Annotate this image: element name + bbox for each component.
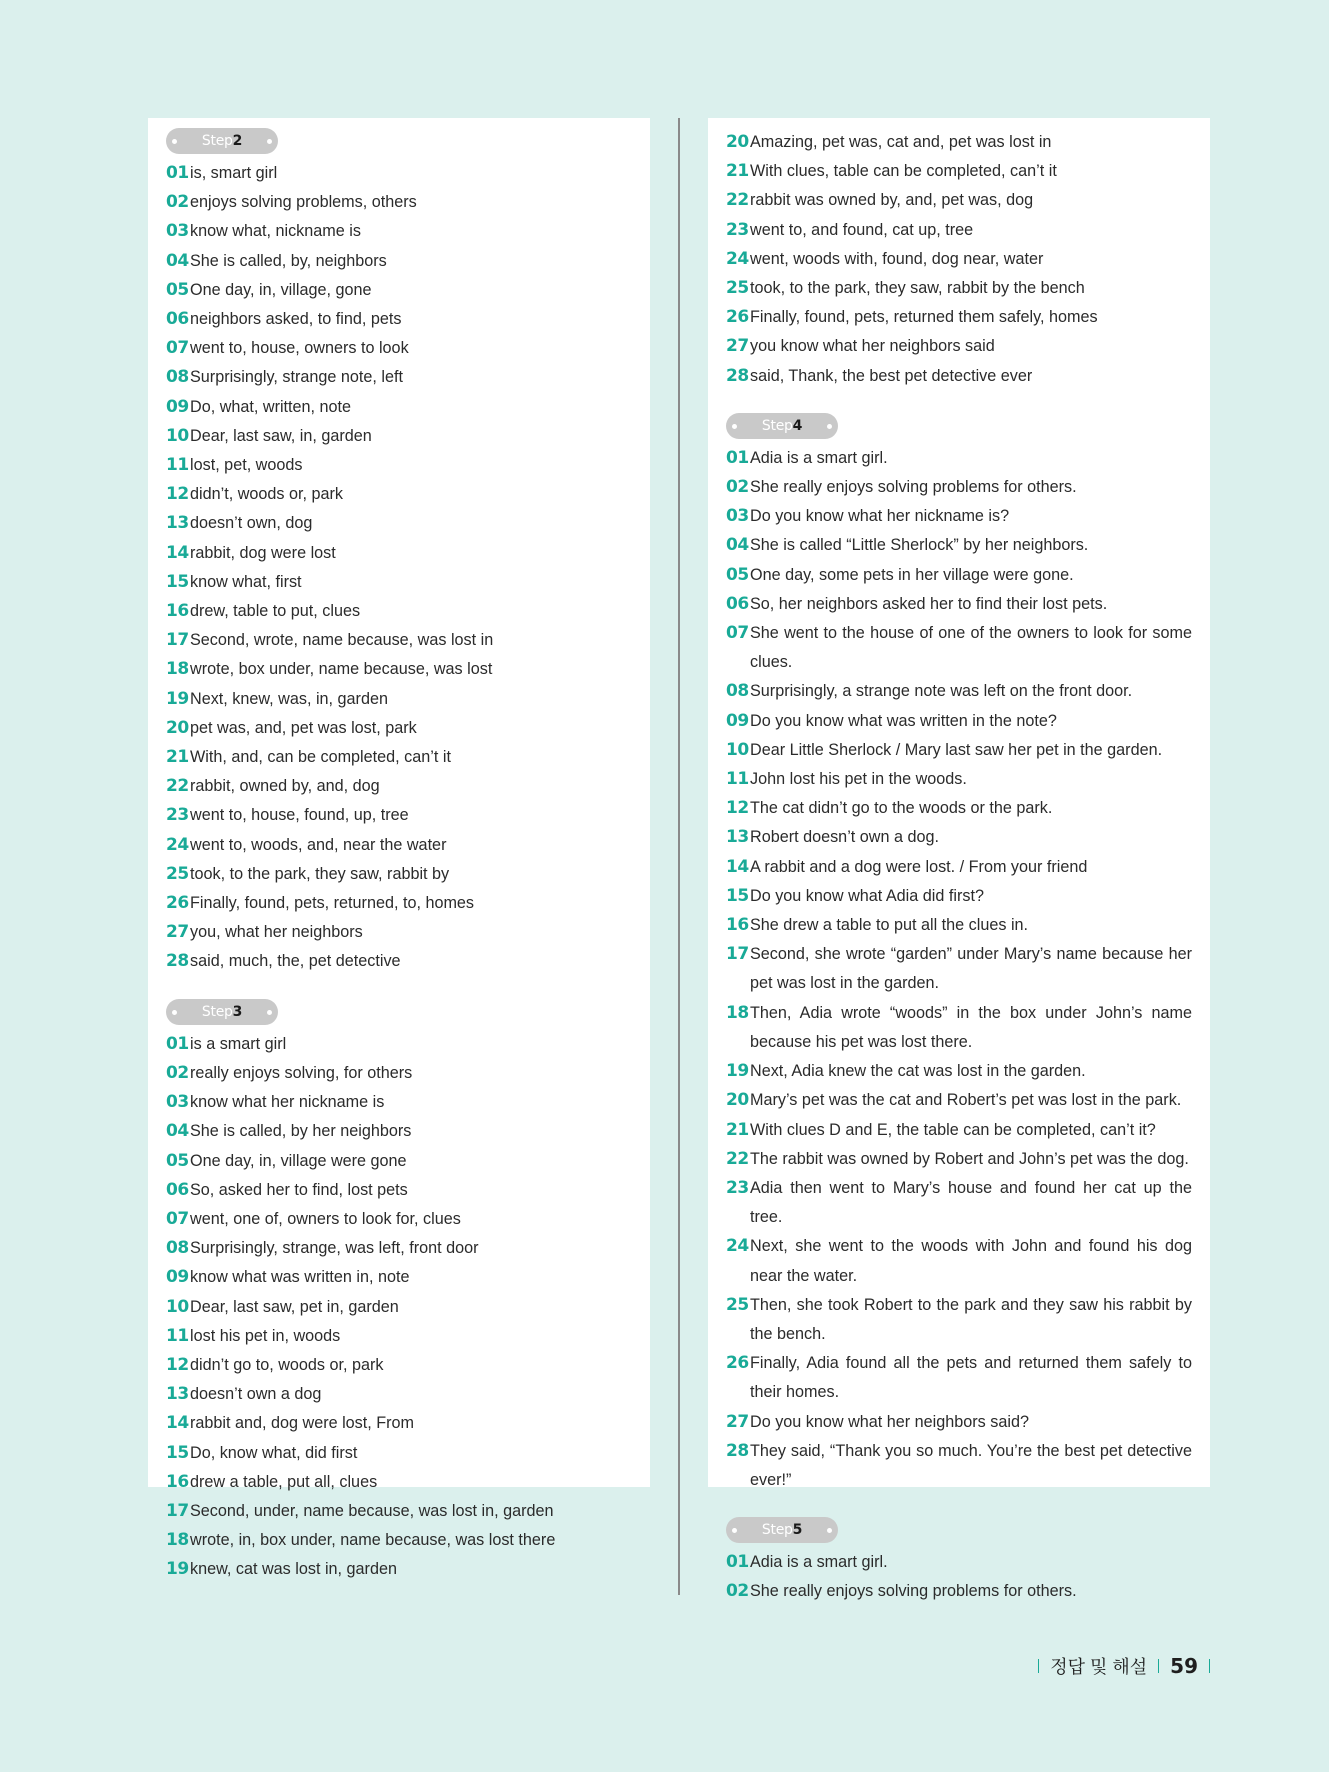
answer-text: Do, know what, did first [190, 1443, 358, 1462]
answer-text: knew, cat was lost in, garden [190, 1560, 397, 1579]
answer-text: The rabbit was owned by Robert and John’s pet was the dog. [750, 1149, 1189, 1168]
answer-number: 04 [166, 250, 189, 271]
answer-item [166, 1468, 632, 1497]
answer-text: Finally, Adia found all the pets and returned them safely to their homes. [750, 1354, 1192, 1402]
answer-text: took, to the park, they saw, rabbit by the bench [750, 279, 1085, 298]
answer-text: said, Thank, the best pet detective ever [750, 366, 1033, 385]
page-footer [1027, 1653, 1221, 1679]
answer-text: wrote, box under, name because, was lost [190, 660, 493, 679]
answer-number: 17 [166, 630, 189, 651]
answer-item [166, 1526, 632, 1555]
step-number: 4 [792, 417, 803, 434]
answer-number: 25 [726, 1294, 749, 1315]
answer-text: One day, in, village were gone [190, 1151, 407, 1170]
answer-item [166, 305, 632, 334]
answer-item [726, 794, 1192, 823]
step-3-badge [166, 999, 278, 1025]
answer-text: Do you know what her neighbors said? [750, 1412, 1029, 1431]
answer-number: 13 [726, 827, 749, 848]
footer-bar-mid [1158, 1659, 1159, 1673]
answer-item [726, 1437, 1192, 1495]
answer-number: 07 [726, 623, 749, 644]
answer-text: Amazing, pet was, cat and, pet was lost in [750, 133, 1052, 151]
answer-text: Do you know what her nickname is? [750, 507, 1010, 526]
answer-item [166, 801, 632, 830]
answer-item [726, 1145, 1192, 1174]
badge-dot [267, 139, 272, 144]
answer-text: know what, nickname is [190, 222, 361, 241]
answer-number: 07 [166, 1208, 189, 1229]
answer-number: 17 [166, 1500, 189, 1521]
answer-number: 05 [166, 1150, 189, 1171]
answer-text: Adia then went to Mary’s house and found her cat up the tree. [750, 1178, 1192, 1227]
answer-number: 10 [166, 1296, 189, 1317]
answer-number: 12 [166, 484, 189, 505]
answer-number: 22 [166, 776, 189, 797]
answer-text: The cat didn’t go to the woods or the park. [750, 799, 1053, 818]
answer-text: you, what her neighbors [190, 923, 363, 942]
answer-number: 21 [726, 161, 749, 182]
answer-item [166, 947, 632, 976]
answer-text: went, one of, owners to look for, clues [190, 1209, 461, 1228]
answer-text: pet was, and, pet was lost, park [190, 718, 417, 737]
answer-text: didn’t go to, woods or, park [190, 1355, 384, 1374]
answer-item [166, 509, 632, 538]
answer-number: 09 [166, 396, 189, 417]
answer-number: 13 [166, 1384, 189, 1405]
badge-dot [172, 139, 177, 144]
answer-list [726, 128, 1192, 391]
answer-text: They said, “Thank you so much. You’re the best pet detective ever!” [750, 1441, 1192, 1489]
answer-item [726, 823, 1192, 852]
answer-number: 11 [726, 769, 749, 790]
answer-text: Do you know what Adia did first? [750, 886, 984, 905]
answer-number: 01 [726, 447, 749, 468]
answer-number: 26 [726, 307, 749, 328]
answer-item [726, 707, 1192, 736]
answer-number: 11 [166, 455, 189, 476]
answer-number: 04 [166, 1121, 189, 1142]
answer-item [726, 1408, 1192, 1437]
answer-item [166, 1263, 632, 1292]
right-column [708, 118, 1210, 1602]
answer-item [726, 274, 1192, 303]
answer-item [726, 765, 1192, 794]
answer-item [166, 860, 632, 889]
page-number: 59 [1170, 1654, 1198, 1678]
answer-number: 25 [726, 278, 749, 299]
answer-text: So, her neighbors asked her to find their lost pets. [750, 594, 1108, 613]
answer-number: 24 [726, 1236, 749, 1257]
section-gap [166, 977, 632, 999]
answer-number: 12 [166, 1354, 189, 1375]
answer-text: Second, she wrote “garden” under Mary’s name because her pet was lost in the garden. [750, 945, 1192, 993]
answer-number: 21 [166, 747, 189, 768]
answer-item [166, 422, 632, 451]
answer-text: wrote, in, box under, name because, was lost there [190, 1531, 556, 1550]
answer-text: Do you know what was written in the note? [750, 711, 1057, 730]
answer-text: is, smart girl [190, 164, 278, 182]
answer-item [166, 889, 632, 918]
answer-item [166, 1351, 632, 1380]
answer-item [726, 245, 1192, 274]
answer-number: 25 [166, 863, 189, 884]
answer-number: 16 [166, 601, 189, 622]
answer-item [726, 502, 1192, 531]
badge-dot [172, 1010, 177, 1015]
answer-item [726, 332, 1192, 361]
answer-item [726, 736, 1192, 765]
answer-text: you know what her neighbors said [750, 337, 995, 356]
answer-text: Surprisingly, a strange note was left on the front door. [750, 682, 1133, 701]
answer-item [726, 882, 1192, 911]
answer-item [166, 1117, 632, 1146]
answer-item [166, 451, 632, 480]
answer-text: Next, Adia knew the cat was lost in the garden. [750, 1062, 1086, 1081]
answer-text: She really enjoys solving problems for others. [750, 1582, 1077, 1601]
answer-item [166, 480, 632, 509]
answer-text: Dear Little Sherlock / Mary last saw her pet in the garden. [750, 740, 1163, 759]
answer-number: 01 [166, 1033, 189, 1054]
answer-number: 05 [726, 564, 749, 585]
answer-number: 02 [726, 1581, 749, 1602]
answer-text: Then, Adia wrote “woods” in the box under John’s name because his pet was lost there. [750, 1003, 1192, 1051]
step-label: Step [201, 133, 233, 149]
answer-text: She really enjoys solving problems for others. [750, 478, 1077, 497]
step-number: 3 [232, 1003, 243, 1020]
step-number: 5 [792, 1522, 803, 1539]
answer-number: 24 [726, 248, 749, 269]
answer-number: 20 [726, 1090, 749, 1111]
answer-number: 15 [166, 1442, 189, 1463]
answer-text: Second, wrote, name because, was lost in [190, 631, 494, 650]
footer-bar-right [1209, 1659, 1210, 1673]
answer-item [166, 159, 632, 188]
answer-number: 27 [726, 336, 749, 357]
step-label: Step [761, 417, 793, 434]
answer-item [166, 276, 632, 305]
answer-number: 08 [166, 367, 189, 388]
answer-number: 28 [166, 951, 189, 972]
answer-item [166, 1088, 632, 1117]
answer-text: know what, first [190, 572, 302, 591]
answer-number: 15 [726, 885, 749, 906]
answer-number: 02 [166, 1062, 189, 1083]
answer-item [166, 743, 632, 772]
answer-item [726, 1057, 1192, 1086]
answer-item [166, 1030, 632, 1059]
answer-number: 21 [726, 1119, 749, 1140]
answer-text: said, much, the, pet detective [190, 952, 401, 971]
answer-number: 23 [726, 1177, 749, 1198]
answer-text: drew a table, put all, clues [190, 1472, 378, 1491]
footer-section-title: 정답 및 해설 [1050, 1657, 1148, 1677]
answer-number: 03 [166, 221, 189, 242]
answer-number: 26 [726, 1353, 749, 1374]
badge-dot [732, 424, 737, 429]
column-divider [678, 118, 680, 1595]
answer-item [166, 188, 632, 217]
answer-text: went to, house, owners to look [190, 339, 409, 358]
answer-text: doesn’t own a dog [190, 1385, 322, 1404]
answer-number: 18 [166, 659, 189, 680]
answer-number: 15 [166, 571, 189, 592]
answer-item [726, 1291, 1192, 1349]
answer-text: One day, in, village, gone [190, 280, 372, 299]
answer-item [726, 157, 1192, 186]
answer-text: She drew a table to put all the clues in. [750, 916, 1029, 935]
answer-item [166, 363, 632, 392]
answer-text: With, and, can be completed, can’t it [190, 748, 451, 767]
answer-number: 03 [166, 1092, 189, 1113]
answer-number: 14 [166, 542, 189, 563]
answer-list [726, 1548, 1192, 1606]
answer-text: One day, some pets in her village were gone. [750, 565, 1074, 584]
answer-text: is a smart girl [190, 1034, 287, 1053]
answer-number: 06 [166, 309, 189, 330]
answer-list [166, 159, 632, 977]
answer-item [726, 128, 1192, 157]
answer-item [166, 1205, 632, 1234]
answer-text: went to, house, found, up, tree [190, 806, 409, 825]
step-label: Step [201, 1003, 233, 1020]
answer-number: 08 [726, 681, 749, 702]
answer-item [166, 1293, 632, 1322]
answer-text: Dear, last saw, pet in, garden [190, 1297, 399, 1316]
answer-text: doesn’t own, dog [190, 514, 313, 533]
answer-number: 05 [166, 279, 189, 300]
answer-text: Next, knew, was, in, garden [190, 689, 388, 708]
answer-item [726, 531, 1192, 560]
answer-text: John lost his pet in the woods. [750, 770, 967, 789]
answer-item [166, 568, 632, 597]
answer-text: Surprisingly, strange, was left, front door [190, 1239, 479, 1258]
answer-text: rabbit, owned by, and, dog [190, 777, 380, 796]
answer-number: 10 [726, 739, 749, 760]
badge-dot [732, 1528, 737, 1533]
answer-item [726, 1232, 1192, 1290]
answer-text: went, woods with, found, dog near, water [750, 249, 1044, 268]
answer-item [166, 1322, 632, 1351]
answer-text: lost, pet, woods [190, 456, 303, 475]
answer-item [726, 1174, 1192, 1232]
answer-item [166, 1409, 632, 1438]
badge-dot [827, 1528, 832, 1533]
left-column [148, 118, 650, 1580]
answer-text: Adia is a smart girl. [750, 1553, 888, 1572]
answer-item [726, 362, 1192, 391]
answer-text: didn’t, woods or, park [190, 485, 343, 504]
answer-item [166, 1497, 632, 1526]
answer-item [166, 539, 632, 568]
answer-item [166, 334, 632, 363]
answer-text: Finally, found, pets, returned them safely, homes [750, 308, 1098, 327]
step-number: 2 [232, 133, 243, 149]
answer-number: 13 [166, 513, 189, 534]
answer-item [726, 1349, 1192, 1407]
answer-text: Second, under, name because, was lost in, garden [190, 1501, 554, 1520]
answer-item [166, 597, 632, 626]
step-5-badge [726, 1517, 838, 1543]
answer-text: rabbit was owned by, and, pet was, dog [750, 191, 1034, 210]
answer-item [166, 1555, 632, 1584]
answer-number: 02 [166, 192, 189, 213]
answer-number: 12 [726, 798, 749, 819]
answer-item [166, 1234, 632, 1263]
answer-number: 22 [726, 190, 749, 211]
answer-item [726, 303, 1192, 332]
answer-number: 03 [726, 506, 749, 527]
answer-text: Adia is a smart girl. [750, 448, 888, 467]
answer-number: 09 [166, 1267, 189, 1288]
answer-text: Robert doesn’t own a dog. [750, 828, 939, 847]
answer-number: 18 [726, 1002, 749, 1023]
badge-dot [827, 424, 832, 429]
answer-number: 06 [726, 593, 749, 614]
answer-text: enjoys solving problems, others [190, 193, 417, 212]
answer-number: 23 [726, 219, 749, 240]
answer-number: 28 [726, 1440, 749, 1461]
answer-list [726, 444, 1192, 1495]
answer-item [166, 772, 632, 801]
answer-item [726, 619, 1192, 677]
section-gap [726, 1495, 1192, 1517]
answer-item [726, 186, 1192, 215]
badge-dot [267, 1010, 272, 1015]
answer-item [166, 1059, 632, 1088]
answer-text: So, asked her to find, lost pets [190, 1180, 408, 1199]
answer-item [726, 1086, 1192, 1115]
answer-text: lost his pet in, woods [190, 1326, 341, 1345]
answer-number: 06 [166, 1179, 189, 1200]
answer-text: Next, she went to the woods with John and found his dog near the water. [750, 1237, 1192, 1285]
answer-text: drew, table to put, clues [190, 602, 361, 621]
answer-item [166, 714, 632, 743]
answer-number: 20 [166, 717, 189, 738]
answer-number: 14 [726, 856, 749, 877]
answer-text: She is called, by her neighbors [190, 1122, 412, 1141]
answer-text: She went to the house of one of the owners to look for some clues. [750, 624, 1192, 672]
answer-item [166, 217, 632, 246]
answer-number: 09 [726, 710, 749, 731]
answer-number: 04 [726, 535, 749, 556]
answer-item [726, 590, 1192, 619]
answer-number: 26 [166, 893, 189, 914]
answer-item [726, 940, 1192, 998]
answer-number: 19 [166, 688, 189, 709]
answer-text: She is called “Little Sherlock” by her neighbors. [750, 536, 1089, 555]
answer-number: 19 [166, 1559, 189, 1580]
answer-item [726, 999, 1192, 1057]
answer-item [166, 918, 632, 947]
answer-number: 27 [166, 922, 189, 943]
answer-number: 18 [166, 1530, 189, 1551]
answer-text: know what her nickname is [190, 1093, 385, 1112]
answer-item [166, 247, 632, 276]
answer-item [726, 561, 1192, 590]
answer-text: With clues, table can be completed, can’t it [750, 162, 1057, 181]
answer-number: 16 [726, 915, 749, 936]
step-2-badge [166, 128, 278, 154]
answer-number: 22 [726, 1148, 749, 1169]
answer-number: 08 [166, 1238, 189, 1259]
answer-item [166, 626, 632, 655]
answer-number: 07 [166, 338, 189, 359]
answer-item [726, 911, 1192, 940]
answer-number: 20 [726, 132, 749, 152]
step-label: Step [761, 1522, 793, 1539]
answer-item [166, 685, 632, 714]
answer-number: 10 [166, 425, 189, 446]
answer-number: 16 [166, 1471, 189, 1492]
answer-number: 19 [726, 1061, 749, 1082]
answer-item [166, 393, 632, 422]
answer-item [726, 216, 1192, 245]
answer-number: 01 [726, 1552, 749, 1573]
footer-bar-left [1038, 1659, 1039, 1673]
answer-number: 11 [166, 1325, 189, 1346]
answer-text: went to, woods, and, near the water [190, 835, 447, 854]
answer-text: Surprisingly, strange note, left [190, 368, 403, 387]
answer-item [166, 1439, 632, 1468]
answer-list [166, 1030, 632, 1585]
answer-number: 24 [166, 834, 189, 855]
answer-item [166, 1147, 632, 1176]
answer-item [726, 473, 1192, 502]
answer-text: With clues D and E, the table can be completed, can’t it? [750, 1120, 1156, 1139]
answer-number: 28 [726, 365, 749, 386]
answer-text: know what was written in, note [190, 1268, 410, 1287]
answer-text: went to, and found, cat up, tree [750, 220, 974, 239]
answer-item [726, 1577, 1192, 1606]
answer-number: 02 [726, 477, 749, 498]
answer-number: 01 [166, 163, 189, 183]
answer-number: 14 [166, 1413, 189, 1434]
answer-text: Dear, last saw, in, garden [190, 426, 372, 445]
answer-text: She is called, by, neighbors [190, 251, 387, 270]
answer-item [726, 853, 1192, 882]
answer-item [166, 655, 632, 684]
answer-item [726, 1548, 1192, 1577]
answer-item [726, 677, 1192, 706]
answer-text: neighbors asked, to find, pets [190, 310, 402, 329]
answer-number: 23 [166, 805, 189, 826]
answer-item [726, 444, 1192, 473]
answer-item [726, 1116, 1192, 1145]
answer-text: took, to the park, they saw, rabbit by [190, 864, 450, 883]
answer-text: A rabbit and a dog were lost. / From your friend [750, 857, 1088, 876]
answer-text: Do, what, written, note [190, 397, 352, 416]
answer-item [166, 1380, 632, 1409]
answer-text: Mary’s pet was the cat and Robert’s pet was lost in the park. [750, 1091, 1182, 1110]
answer-text: really enjoys solving, for others [190, 1063, 413, 1082]
answer-text: rabbit, dog were lost [190, 543, 336, 562]
answer-number: 17 [726, 944, 749, 965]
answer-item [166, 1176, 632, 1205]
step-4-badge [726, 413, 838, 439]
answer-text: Finally, found, pets, returned, to, homes [190, 894, 475, 913]
answer-text: rabbit and, dog were lost, From [190, 1414, 415, 1433]
section-gap [726, 391, 1192, 413]
answer-text: Then, she took Robert to the park and they saw his rabbit by the bench. [750, 1295, 1192, 1343]
answer-item [166, 831, 632, 860]
answer-number: 27 [726, 1411, 749, 1432]
